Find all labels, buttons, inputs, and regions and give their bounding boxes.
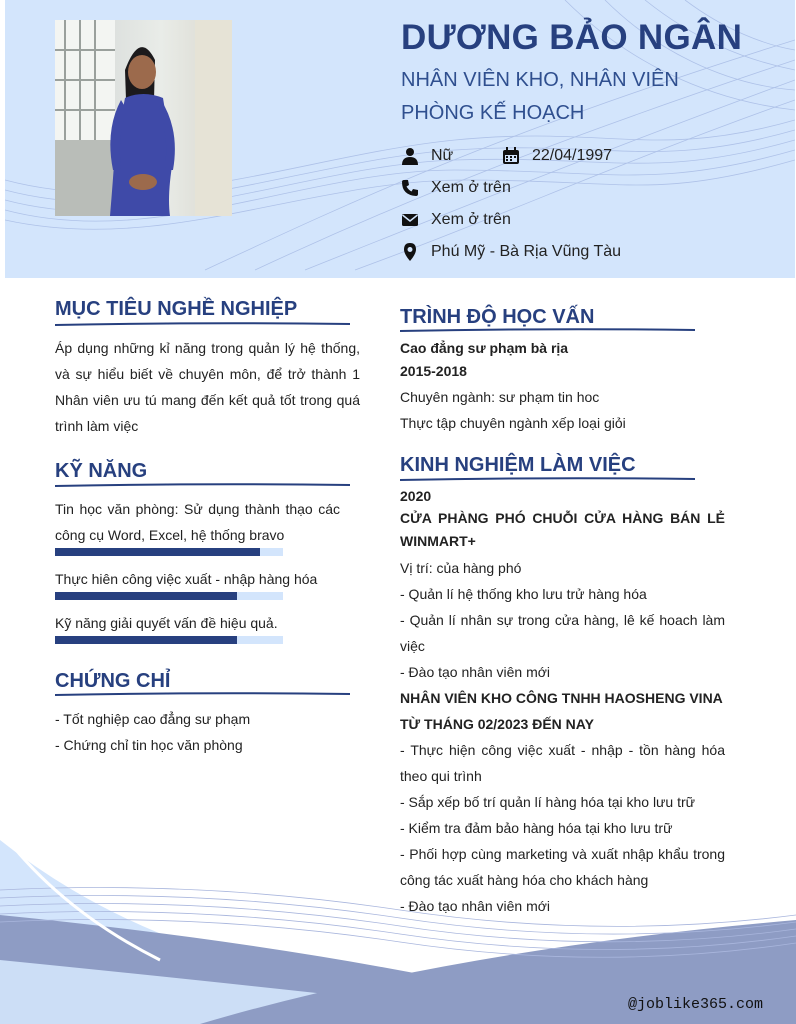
skill-bar-export — [55, 592, 283, 600]
phone-row — [401, 177, 511, 199]
education-underline — [400, 326, 695, 336]
phone-icon — [401, 179, 419, 197]
job-period: 2020 — [400, 488, 432, 504]
job-period: TỪ THÁNG 02/2023 ĐẾN NAY — [400, 716, 594, 732]
address-row — [401, 241, 621, 263]
objective-underline — [55, 320, 350, 330]
skill-bar-problem-solving-fill — [55, 636, 237, 644]
skill-bar-export-fill — [55, 592, 237, 600]
education-line: Thực tập chuyên ngành xếp loại giỏi — [400, 415, 626, 431]
address-value: Phú Mỹ - Bà Rịa Vũng Tàu — [431, 243, 622, 260]
watermark: @joblike365.com — [628, 996, 764, 1013]
header — [5, 0, 795, 278]
calendar-icon — [502, 147, 520, 165]
skill-bar-office-fill — [55, 548, 260, 556]
skill-item-office: Tin học văn phòng: Sử dụng thành thạo các công cụ Word, Excel, hệ thống bravo — [55, 501, 340, 543]
objective-text: Áp dụng những kỉ năng trong quản lý hệ thống, và sự hiểu biết về chuyên môn, để trở thành 1 Nhân viên ưu tú mang đến kết quả tốt trong quá trình làm việc — [55, 340, 360, 434]
job-detail: - Phối hợp cùng marketing và xuất nhập khẩu trong công tác xuất hàng hóa cho khách hàng — [400, 846, 725, 888]
job-detail: - Sắp xếp bố trí quản lí hàng hóa tại kho lưu trữ — [400, 794, 696, 810]
experience-heading: KINH NGHIỆM LÀM VIỆC — [400, 454, 636, 476]
candidate-name: DƯƠNG BẢO NGÂN — [401, 18, 743, 57]
gender-value: Nữ — [431, 147, 454, 164]
job-company: NHÂN VIÊN KHO CÔNG TNHH HAOSHENG VINA — [400, 690, 723, 706]
job-detail: - Thực hiện công việc xuất - nhập - tồn hàng hóa theo qui trình — [400, 742, 725, 784]
job-detail: - Đào tạo nhân viên mới — [400, 898, 551, 914]
user-icon — [401, 147, 419, 165]
job-detail: Vị trí: của hàng phó — [400, 560, 522, 576]
phone-value: Xem ở trên — [431, 179, 511, 196]
education-school: Cao đẳng sư phạm bà rịa — [400, 340, 569, 356]
skill-item-export: Thực hiên công việc xuất - nhập hàng hóa — [55, 571, 318, 587]
skill-bar-office — [55, 548, 283, 556]
skills-heading: KỸ NĂNG — [55, 460, 148, 482]
skill-bar-problem-solving — [55, 636, 283, 644]
job-detail: - Đào tạo nhân viên mới — [400, 664, 551, 680]
email-row — [401, 209, 511, 231]
certificate-item: - Chứng chỉ tin học văn phòng — [55, 737, 243, 753]
skill-item-problem-solving: Kỹ năng giải quyết vấn đề hiệu quả. — [55, 615, 278, 631]
skills-underline — [55, 481, 350, 491]
objective-heading: MỤC TIÊU NGHỀ NGHIỆP — [55, 298, 298, 320]
education-period: 2015-2018 — [400, 363, 467, 379]
portrait-illustration — [55, 20, 232, 216]
job-title: NHÂN VIÊN KHO, NHÂN VIÊN PHÒNG KẾ HOẠCH — [401, 69, 679, 124]
education-line: Chuyên ngành: sư phạm tin hoc — [400, 389, 600, 405]
education-heading: TRÌNH ĐỘ HỌC VẤN — [400, 306, 595, 328]
gender-row — [401, 145, 453, 167]
location-pin-icon — [401, 243, 419, 261]
envelope-icon — [401, 211, 419, 229]
birthdate-value: 22/04/1997 — [532, 147, 613, 164]
birthdate-row — [502, 145, 612, 167]
email-value: Xem ở trên — [431, 211, 511, 228]
profile-photo — [55, 20, 232, 216]
certificate-item: - Tốt nghiệp cao đẳng sư phạm — [55, 711, 251, 727]
certificates-underline — [55, 690, 350, 700]
job-detail: - Kiểm tra đảm bảo hàng hóa tại kho lưu trữ — [400, 820, 673, 836]
certificates-heading: CHỨNG CHỈ — [55, 670, 171, 692]
job-detail: - Quản lí hệ thống kho lưu trử hàng hóa — [400, 586, 647, 602]
job-company: CỬA PHÀNG PHÓ CHUỖI CỬA HÀNG BÁN LẺ WINMART+ — [400, 510, 725, 549]
job-detail: - Quản lí nhân sự trong cửa hàng, lê kế hoach làm việc — [400, 612, 725, 654]
